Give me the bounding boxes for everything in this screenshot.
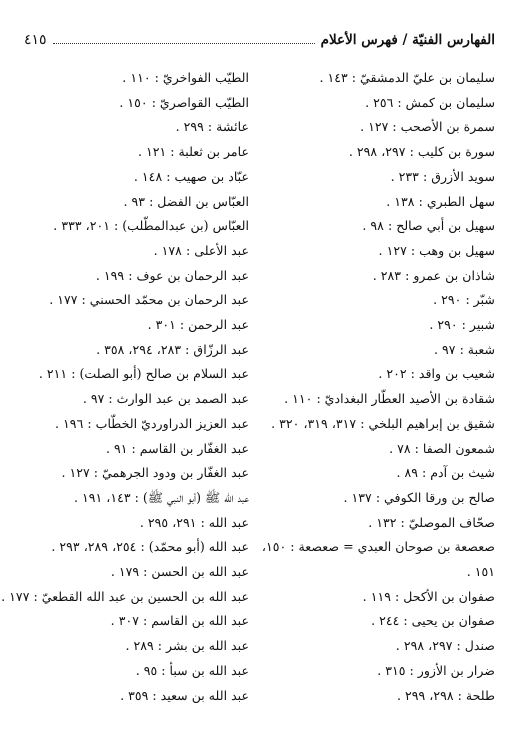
index-entry: عبد العزيز الدراورديّ الخطّاب : ١٩٦ . — [55, 415, 249, 431]
index-entry: عبد الصمد بن عبد الوارث : ٩٧ . — [82, 391, 249, 407]
index-entry: عبّاد بن صهيب : ١٤٨ . — [133, 168, 249, 184]
index-entry: سهيل بن وهب : ١٢٧ . — [378, 242, 495, 258]
dotted-leader — [53, 42, 315, 44]
index-entry: عبد الرحمان بن محمّد الحسني : ١٧٧ . — [49, 292, 249, 308]
index-entry: عبد الله بن الحسين بن عبد الله القطعيّ : ١٧٧ . — [1, 588, 249, 604]
index-entry: سمرة بن الأصحب : ١٢٧ . — [360, 119, 495, 135]
index-entry: عبد الغفّار بن القاسم : ٩١ . — [105, 440, 249, 456]
index-entry: سليمان بن كمش : ٢٥٦ . — [365, 94, 495, 110]
index-entry: صالح بن ورقا الكوفي : ١٣٧ . — [343, 489, 495, 505]
index-entry: شبير : ٢٩٠ . — [429, 317, 495, 333]
index-entry: شاذان بن عمرو : ٢٨٣ . — [372, 267, 495, 283]
index-entry: سليمان بن عليّ الدمشقيّ : ١٤٣ . — [319, 70, 495, 85]
index-entry: عبد الله بن سبأ : ٩٥ . — [135, 662, 249, 678]
index-entry: عبد الله بن القاسم : ٣٠٧ . — [110, 613, 249, 629]
index-entry: صعصعة بن صوحان العبدي = صعصعة : ١٥٠، ١٥١ . — [261, 539, 495, 580]
index-entry: صحّاف الموصليّ : ١٣٢ . — [368, 514, 495, 530]
index-entry: الطيّب القواصريّ : ١٥٠ . — [119, 94, 249, 110]
index-entry: ضرار بن الأزور : ٣١٥ . — [377, 662, 495, 678]
index-entry: صفوان بن الأكحل : ١١٩ . — [362, 588, 495, 604]
index-entry: سهل الطبري : ١٣٨ . — [386, 193, 495, 209]
index-entry: سويد الأزرق : ٢٣٣ . — [390, 168, 495, 184]
index-entry: عبد الله ﷺ (أبو النبي ﷺ) : ١٤٣، ١٩١ . — [73, 489, 249, 505]
index-entry: عبد الله بن سعيد : ٣٥٩ . — [120, 687, 249, 703]
index-entry: صندل : ٢٩٧، ٢٩٨ . — [395, 638, 495, 654]
page-number: ٤١٥ — [24, 32, 47, 48]
index-entry: شقادة بن الأصيد العطّار البغداديّ : ١١٠ . — [284, 391, 495, 407]
index-entry: سهيل بن أبي صالح : ٩٨ . — [362, 218, 495, 234]
index-entry: العبّاس (بن عبدالمطّلب) : ٢٠١، ٣٣٣ . — [53, 218, 249, 234]
index-entry: عبد الله بن بشر : ٢٨٩ . — [125, 638, 249, 654]
index-entry: عبد الغفّار بن ودود الجرهميّ : ١٢٧ . — [61, 465, 249, 481]
index-entry: عامر بن ثعلبة : ١٢١ . — [137, 144, 249, 160]
index-entry: شيث بن آدم : ٨٩ . — [396, 465, 495, 481]
index-entry: عبد الله : ٢٩١، ٢٩٥ . — [139, 514, 249, 530]
index-entry: عبد الرحمن : ٣٠١ . — [147, 317, 249, 333]
index-entry: عبد الرحمان بن عوف : ١٩٩ . — [95, 267, 249, 283]
index-entry: سورة بن كليب : ٢٩٧، ٢٩٨ . — [348, 144, 495, 160]
index-entry: عبد الرزّاق : ٢٨٣، ٢٩٤، ٣٥٨ . — [96, 341, 249, 357]
index-entry: شبّر : ٢٩٠ . — [433, 292, 495, 308]
index-entry: شقيق بن إبراهيم البلخي : ٣١٧، ٣١٩، ٣٢٠ . — [271, 415, 495, 431]
index-entry: شعبة : ٩٧ . — [434, 341, 495, 357]
index-entry: عبد الله بن الحسن : ١٧٩ . — [110, 564, 249, 580]
index-entry: العبّاس بن الفضل : ٩٣ . — [123, 193, 249, 209]
index-column-left — [1, 66, 249, 708]
header-title: الفهارس الفنيّة / فهرس الأعلام — [320, 32, 495, 48]
index-entry: عبد الأعلى : ١٧٨ . — [153, 242, 249, 258]
index-entry: شمعون الصفا : ٧٨ . — [389, 440, 495, 456]
index-entry: طلحة : ٢٩٨، ٢٩٩ . — [396, 687, 495, 703]
index-entry: عائشة : ٢٩٩ . — [175, 119, 249, 135]
index-entry: شعيب بن واقد : ٢٠٢ . — [378, 366, 495, 382]
page-header — [24, 26, 495, 48]
index-entry: عبد الله (أبو محمّد) : ٢٥٤، ٢٨٩، ٢٩٣ . — [51, 539, 249, 555]
index-entry: صفوان بن يحيى : ٢٤٤ . — [371, 613, 495, 629]
index-entry: عبد السلام بن صالح (أبو الصلت) : ٢١١ . — [38, 366, 249, 382]
index-column-right — [259, 66, 495, 708]
index-entry: الطيّب الفواخريّ : ١١٠ . — [122, 70, 249, 85]
